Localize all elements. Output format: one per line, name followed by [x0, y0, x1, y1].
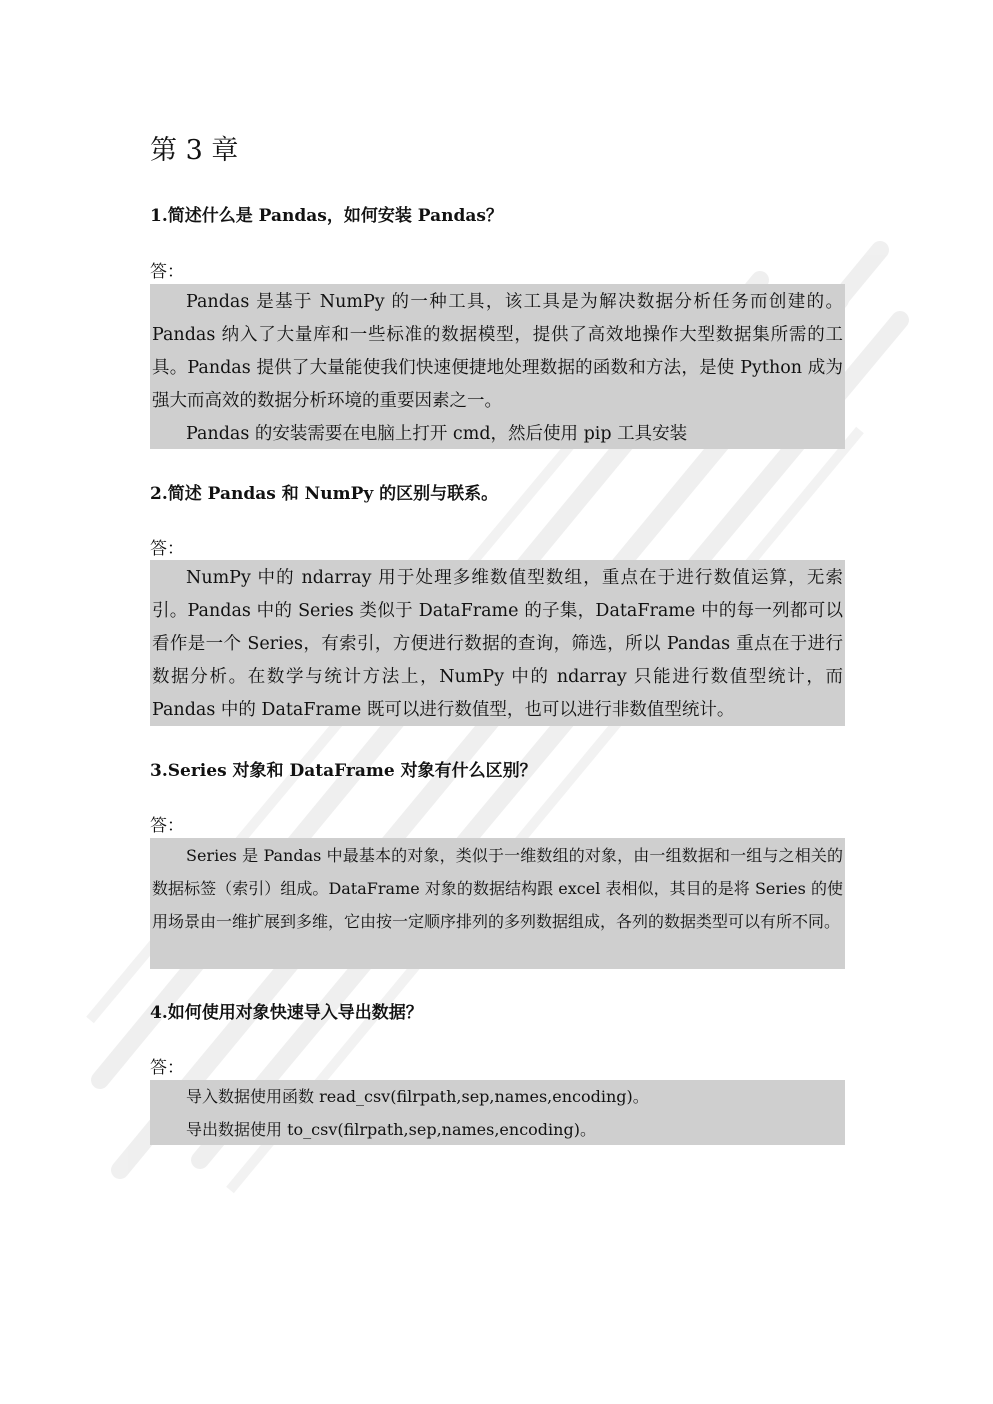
question-1-title: 1.简述什么是 Pandas，如何安装 Pandas？: [150, 206, 503, 226]
chapter-title: 第 3 章: [150, 135, 239, 166]
question-4-title: 4.如何使用对象快速导入导出数据？: [150, 1003, 423, 1023]
question-3-paragraph-1: Series 是 Pandas 中最基本的对象，类似于一维数组的对象，由一组数据和一组与之相关的数据标签（索引）组成。DataFrame 对象的数据结构跟 excel 表相似，其目的是将 Series 的使用场景由一维扩展到多维，它由按一定顺序排列的多列数据组成，各列的数据类型可以有所不同。: [152, 846, 843, 931]
question-2-paragraph-1: NumPy 中的 ndarray 用于处理多维数值型数组，重点在于进行数值运算，无索引。Pandas 中的 Series 类似于 DataFrame 的子集，DataFrame 中的每一列都可以看作是一个 Series，有索引，方便进行数据的查询，筛选，所以 Pandas 重点在于进行数据分析。在数学与统计方法上，NumPy 中的 ndarray 只能进行数值型统计，而 Pandas 中的 DataFrame 既可以进行数值型，也可以进行非数值型统计。: [152, 568, 843, 720]
question-4-paragraph-2: 导出数据使用 to_csv(filrpath,sep,names,encoding)。: [186, 1120, 596, 1139]
question-1-paragraph-2: Pandas 的安装需要在电脑上打开 cmd，然后使用 pip 工具安装: [186, 424, 688, 444]
question-3-answer-box: [150, 838, 845, 969]
question-4-paragraph-1: 导入数据使用函数 read_csv(filrpath,sep,names,encoding)。: [186, 1087, 649, 1106]
question-1-paragraph-1: Pandas 是基于 NumPy 的一种工具，该工具是为解决数据分析任务而创建的。Pandas 纳入了大量库和一些标准的数据模型，提供了高效地操作大型数据集所需的工具。Pandas 提供了大量能使我们快速便捷地处理数据的函数和方法，是使 Python 成为强大而高效的数据分析环境的重要因素之一。: [152, 292, 843, 411]
question-1-answer-label: 答：: [150, 262, 184, 282]
question-2-answer-label: 答：: [150, 539, 184, 559]
question-4-answer-label: 答：: [150, 1058, 184, 1078]
question-4-answer-box: [150, 1080, 845, 1145]
question-1-answer-box: [150, 284, 845, 449]
question-3-title: 3.Series 对象和 DataFrame 对象有什么区别？: [150, 761, 537, 781]
question-2-title: 2.简述 Pandas 和 NumPy 的区别与联系。: [150, 484, 499, 504]
question-2-answer-box: [150, 560, 845, 726]
question-3-answer-label: 答：: [150, 816, 184, 836]
